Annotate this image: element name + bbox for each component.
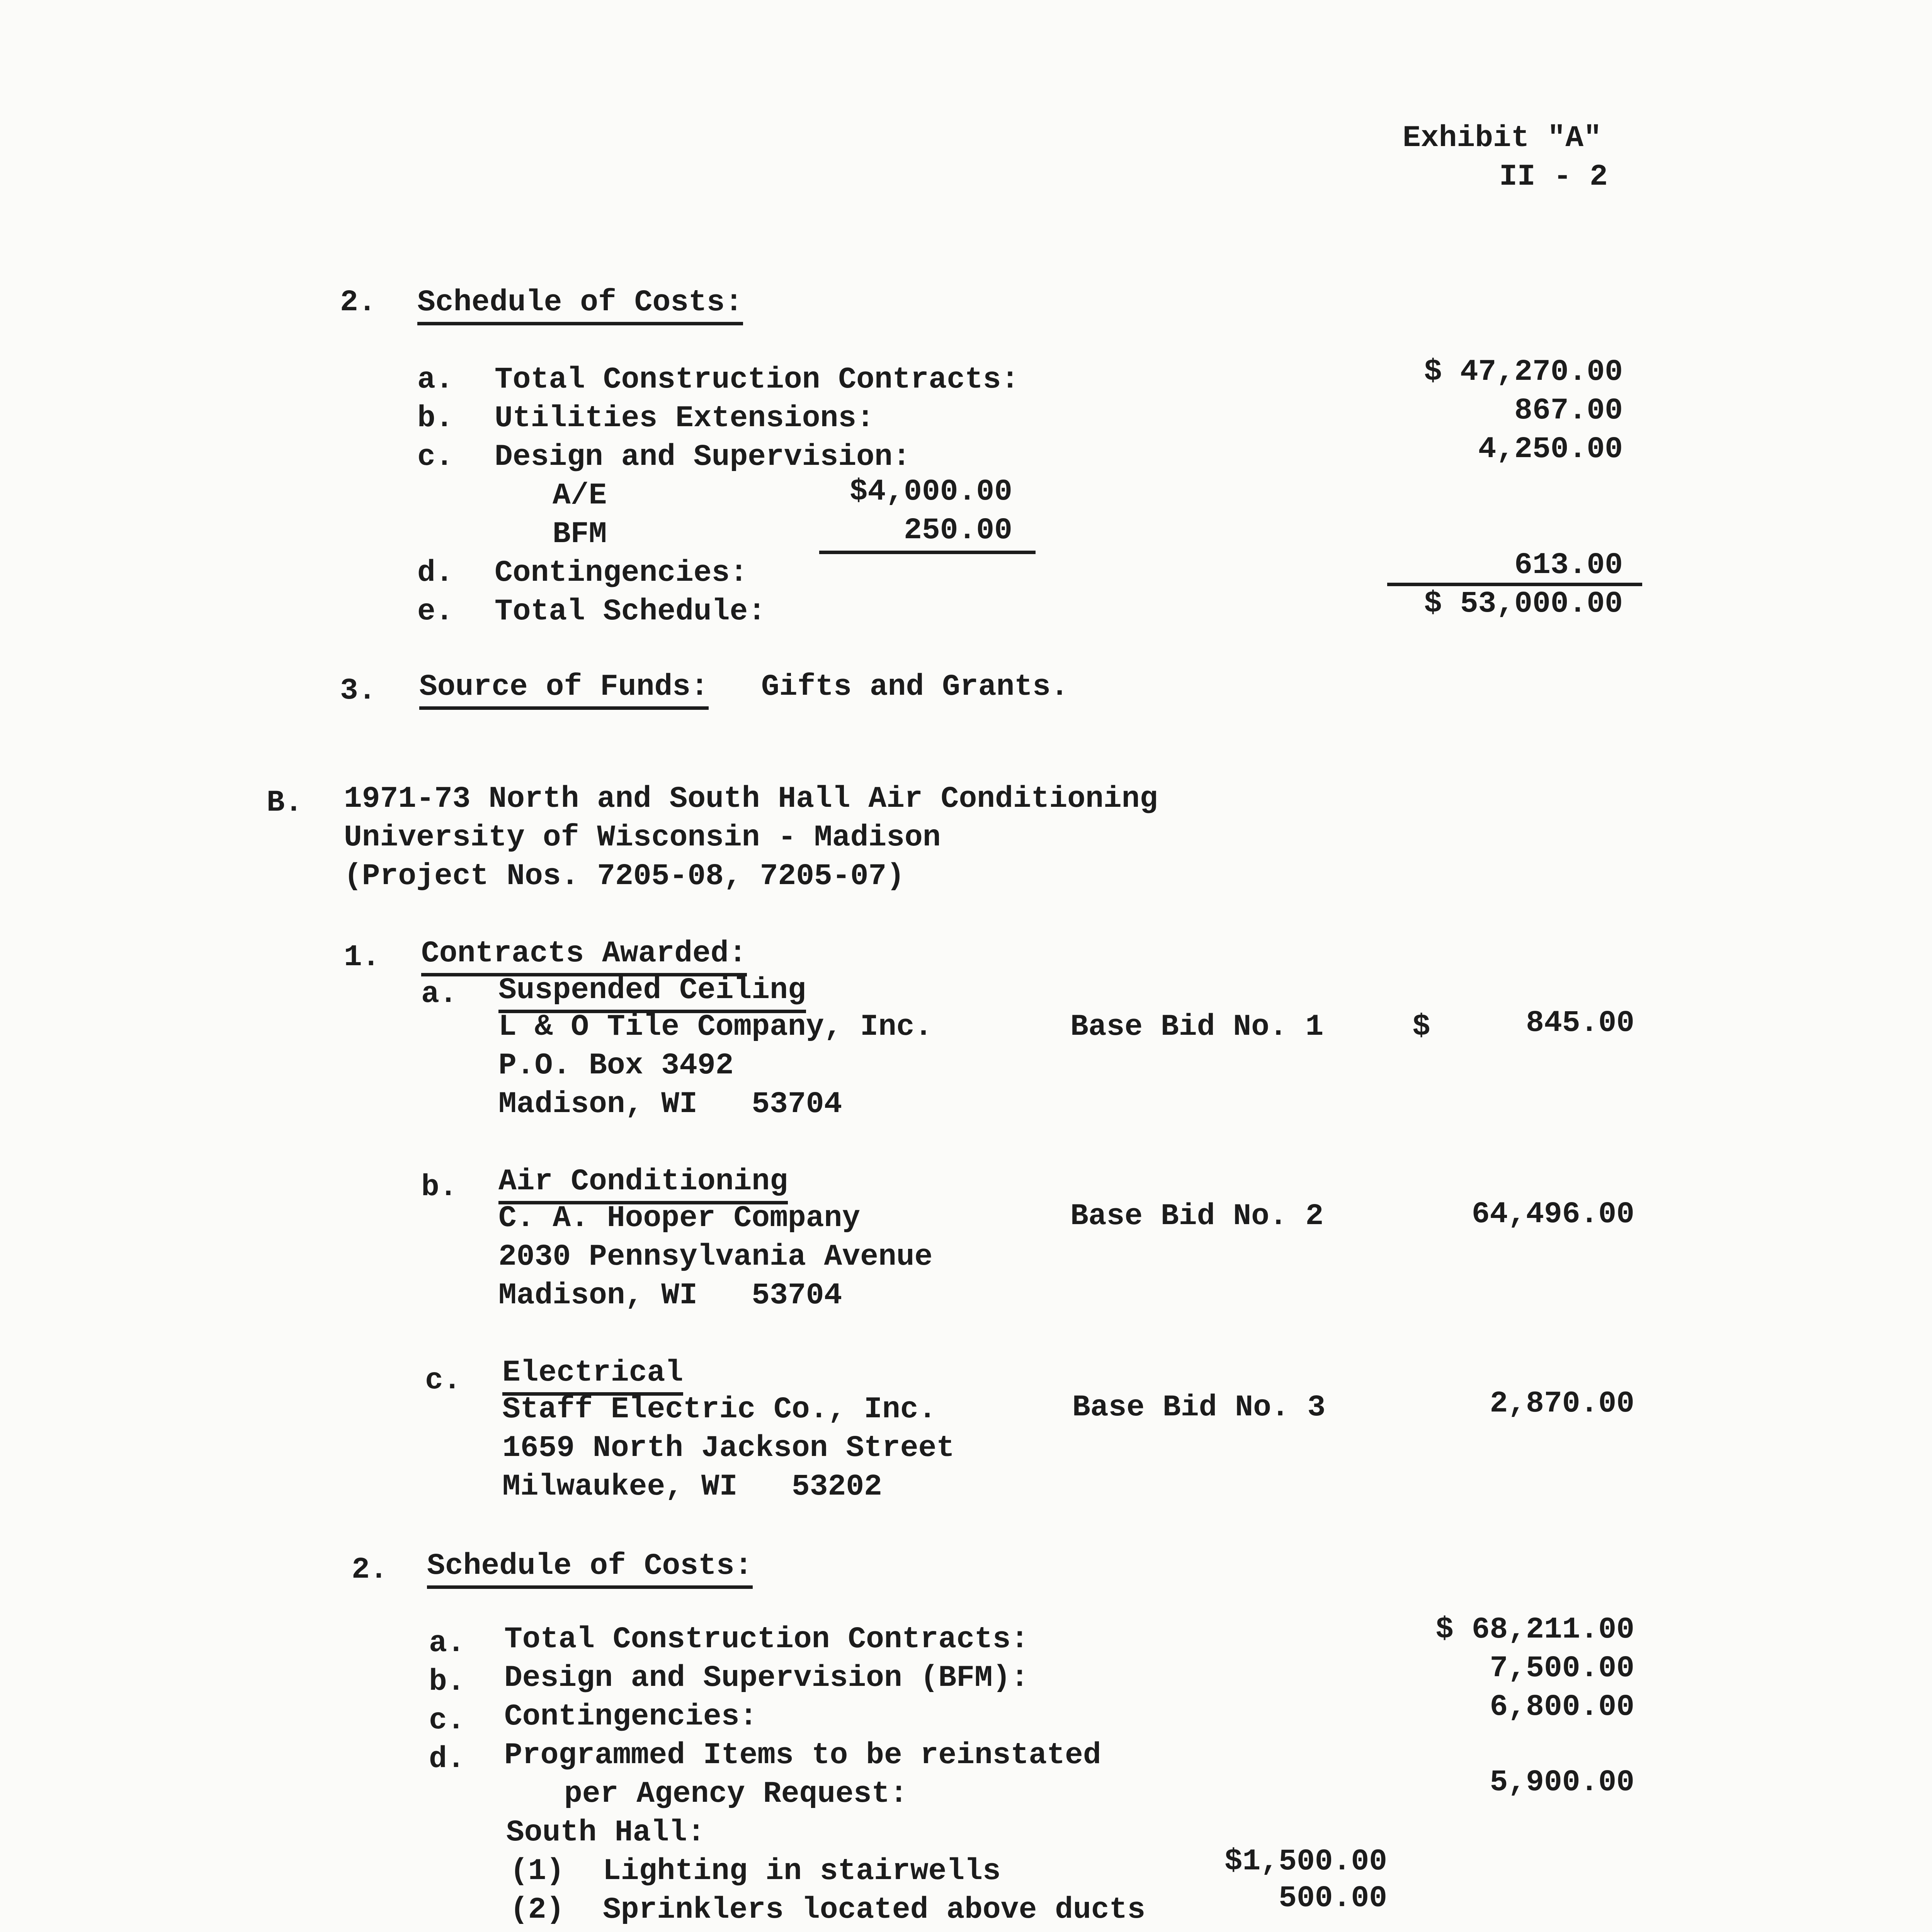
contract-amount: 845.00 <box>1526 1006 1634 1040</box>
item-letter: c. <box>425 1364 461 1398</box>
item-letter: a. <box>429 1626 465 1660</box>
sub-item-amount: $1,500.00 <box>1224 1845 1387 1879</box>
contract-amount: 64,496.00 <box>1471 1197 1634 1231</box>
item-label: Programmed Items to be reinstated <box>504 1738 1101 1772</box>
contractor-name: L & O Tile Company, Inc. <box>498 1010 933 1044</box>
item-letter: a. <box>417 363 454 397</box>
section-heading: Schedule of Costs: <box>427 1548 753 1589</box>
item-label: Utilities Extensions: <box>495 401 874 435</box>
total-amount: $ 53,000.00 <box>1424 587 1623 621</box>
item-letter: c. <box>429 1704 465 1738</box>
section-heading: Schedule of Costs: <box>417 284 743 325</box>
contractor-address: 1659 North Jackson Street <box>502 1431 955 1465</box>
item-label: Total Construction Contracts: <box>495 363 1019 397</box>
sub-item-number: (1) <box>510 1854 565 1888</box>
page-number: II - 2 <box>1499 160 1608 194</box>
item-amount: 867.00 <box>1514 394 1623 428</box>
funds-source: Gifts and Grants. <box>761 670 1069 704</box>
sub-item-number: (2) <box>510 1893 565 1927</box>
section-number: 1. <box>344 940 380 975</box>
item-label: Contingencies: <box>504 1700 758 1734</box>
item-letter: b. <box>429 1665 465 1699</box>
sub-amount: $4,000.00 <box>849 475 1012 509</box>
sub-label: BFM <box>553 517 607 551</box>
project-title: University of Wisconsin - Madison <box>344 821 941 855</box>
contract-heading: Suspended Ceiling <box>498 972 806 1013</box>
item-letter: a. <box>421 977 457 1011</box>
section-heading: Contracts Awarded: <box>421 935 747 976</box>
item-letter: d. <box>429 1742 465 1776</box>
sub-item-amount: 500.00 <box>1279 1881 1387 1915</box>
contractor-name: Staff Electric Co., Inc. <box>502 1393 937 1427</box>
sub-amount: 250.00 <box>904 514 1012 548</box>
section-letter: B. <box>267 786 303 820</box>
currency-sign: $ <box>1412 1010 1430 1044</box>
section-heading: Source of Funds: <box>419 668 709 710</box>
section-number: 2. <box>352 1553 388 1587</box>
item-amount: 4,250.00 <box>1478 432 1623 466</box>
item-amount: 6,800.00 <box>1490 1690 1634 1724</box>
item-label: Total Construction Contracts: <box>504 1622 1029 1656</box>
item-letter: e. <box>417 595 454 629</box>
contractor-city: Milwaukee, WI 53202 <box>502 1470 882 1504</box>
item-amount: 7,500.00 <box>1490 1651 1634 1685</box>
item-amount: $ 68,211.00 <box>1435 1613 1634 1647</box>
contractor-city: Madison, WI 53704 <box>498 1279 842 1313</box>
sub-item-number <box>510 1930 564 1932</box>
project-title: 1971-73 North and South Hall Air Conditioning <box>344 782 1158 816</box>
item-letter: d. <box>417 556 454 590</box>
contract-amount: 2,870.00 <box>1490 1387 1634 1421</box>
contractor-city: Madison, WI 53704 <box>498 1087 842 1121</box>
item-amount: 5,900.00 <box>1490 1765 1634 1799</box>
item-letter: c. <box>417 440 454 474</box>
item-letter: b. <box>421 1170 457 1204</box>
contractor-address: 2030 Pennsylvania Avenue <box>498 1240 933 1274</box>
item-amount: 613.00 <box>1514 548 1623 582</box>
contract-heading: Electrical <box>502 1354 683 1396</box>
section-number: 3. <box>340 674 376 708</box>
bid-label: Base Bid No. 3 <box>1072 1391 1326 1425</box>
item-label: Total Schedule: <box>495 595 766 629</box>
contractor-address: P.O. Box 3492 <box>498 1049 734 1083</box>
sub-label: A/E <box>553 479 607 513</box>
item-amount: $ 47,270.00 <box>1424 355 1623 389</box>
contract-heading: Air Conditioning <box>498 1163 788 1204</box>
bid-label: Base Bid No. 1 <box>1070 1010 1324 1044</box>
item-label: Design and Supervision: <box>495 440 911 474</box>
item-label: Design and Supervision (BFM): <box>504 1661 1029 1695</box>
item-label: Contingencies: <box>495 556 748 590</box>
subtotal-rule <box>819 551 1036 554</box>
bid-label: Base Bid No. 2 <box>1070 1199 1324 1233</box>
sub-item-label: Sprinklers located above ducts <box>603 1893 1146 1927</box>
group-heading: South Hall: <box>506 1816 705 1850</box>
contractor-name: C. A. Hooper Company <box>498 1201 861 1235</box>
exhibit-label: Exhibit "A" <box>1403 121 1602 155</box>
sub-item-label: Lighting in stairwells <box>603 1854 1001 1888</box>
project-title: (Project Nos. 7205-08, 7205-07) <box>344 859 905 893</box>
item-label-continued: per Agency Request: <box>564 1777 908 1811</box>
section-number: 2. <box>340 286 376 320</box>
sub-item-label <box>603 1930 1145 1932</box>
item-letter: b. <box>417 401 454 435</box>
